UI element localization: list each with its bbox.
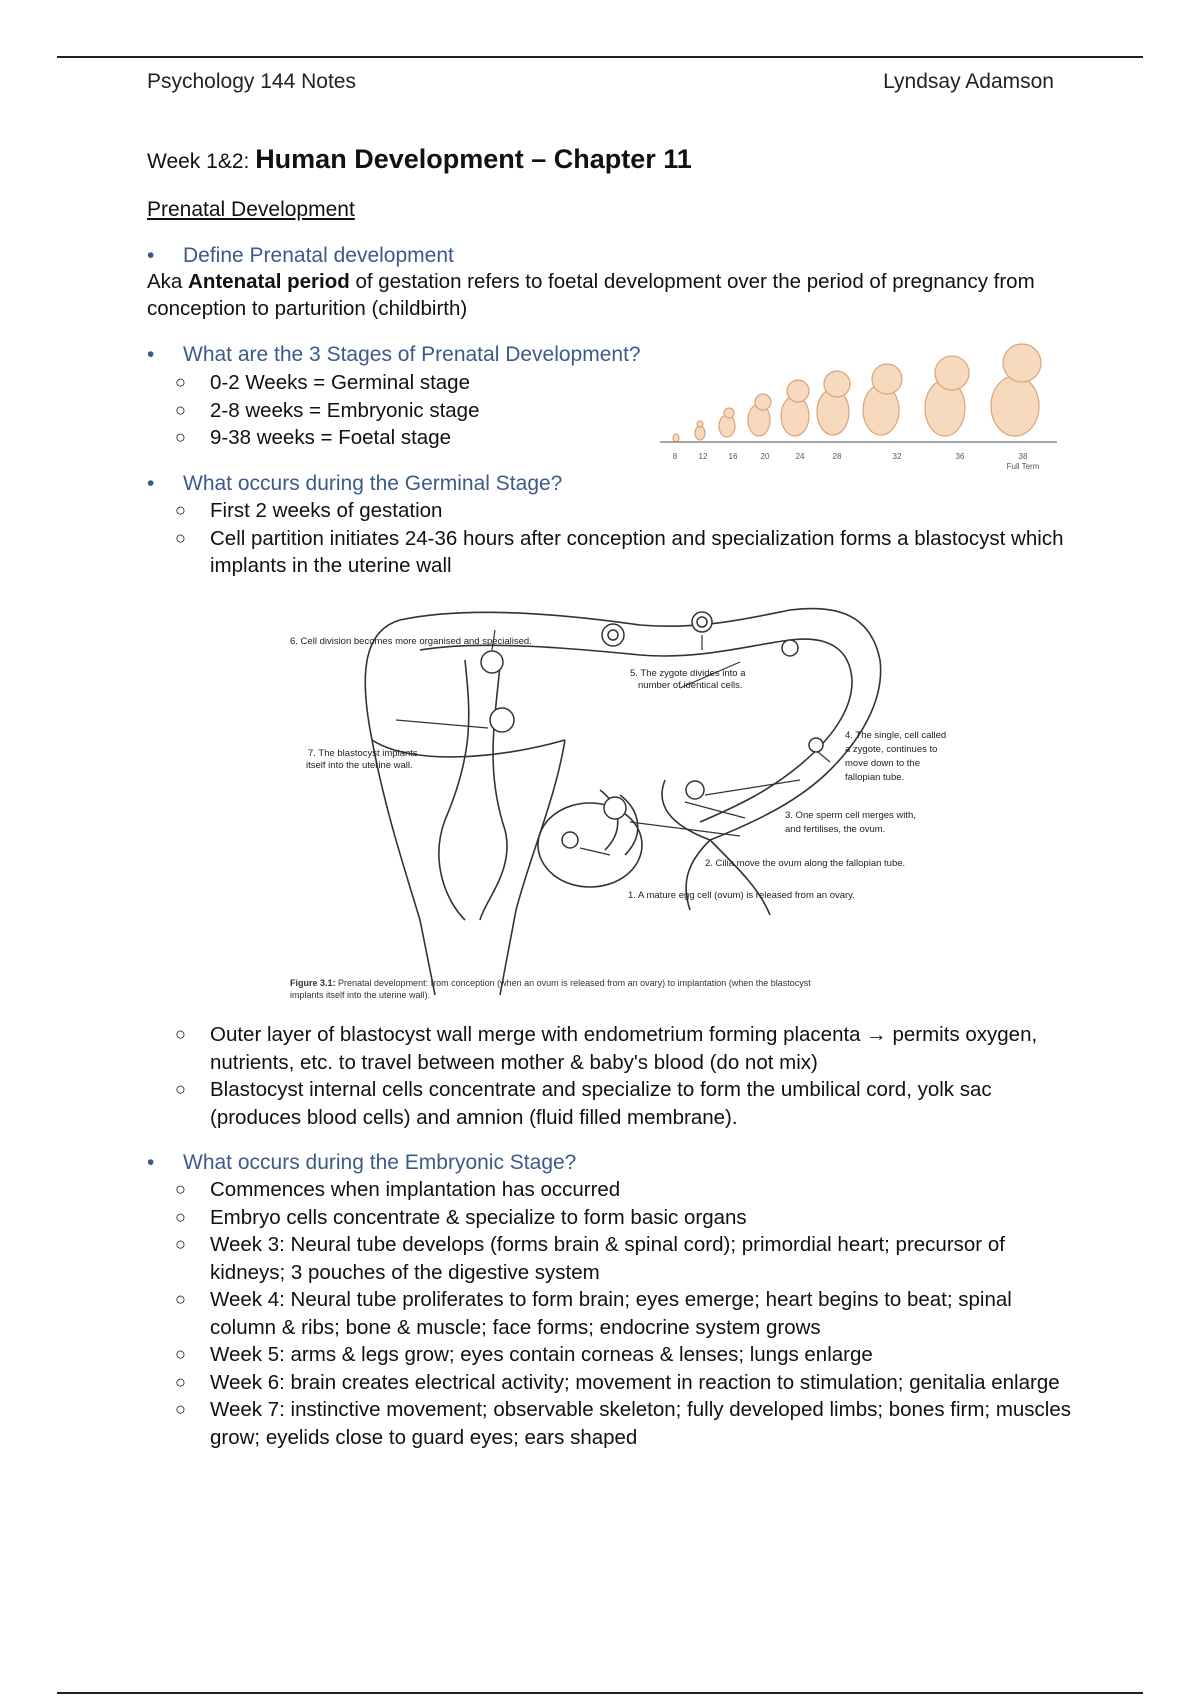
bullet-icon: • (147, 343, 155, 366)
question-text: Define Prenatal development (183, 244, 454, 267)
label-step-6: 6. Cell division becomes more organised and specialised. (290, 636, 532, 647)
header-course: Psychology 144 Notes (147, 70, 356, 93)
list-item: ○ Week 4: Neural tube proliferates to form brain; eyes emerge; heart begins to beat; spinal column & ribs; bone & muscle; face forms; endocrine system grows (175, 1288, 1012, 1339)
label-step-5: number of identical cells. (638, 680, 743, 691)
top-rule (57, 56, 1143, 58)
question-embryonic (147, 1149, 576, 1176)
label-step-2: 2. Cilia move the ovum along the fallopian tube. (705, 858, 906, 869)
bullet-icon: • (147, 1151, 155, 1174)
list-item: ○ Blastocyst internal cells concentrate and specialize to form the umbilical cord, yolk sac (produces blood cells) and amnion (fluid filled membrane). (175, 1078, 992, 1129)
label-step-7: 7. The blastocyst implants (308, 748, 418, 759)
bottom-rule (57, 1692, 1143, 1694)
figure-caption: Figure 3.1: Prenatal development: from conception (when an ovum is released from an ovary) to implantation (when the blastocyst (290, 978, 811, 988)
list-item: ○ Week 3: Neural tube develops (forms brain & spinal cord); primordial heart; precursor of kidneys; 3 pouches of the digestive system (175, 1233, 1005, 1284)
conception-figure (270, 590, 990, 1010)
blastocyst (481, 651, 503, 673)
cell-stage (562, 832, 578, 848)
list-item: ○ Week 5: arms & legs grow; eyes contain corneas & lenses; lungs enlarge (175, 1343, 873, 1366)
list-item: ○ 0-2 Weeks = Germinal stage (175, 371, 470, 394)
label-step-5: 5. The zygote divides into a (630, 668, 746, 679)
axis-tick: 20 (760, 452, 770, 461)
title-prefix: Week 1&2: (147, 150, 250, 173)
list-item: ○ Outer layer of blastocyst wall merge with endometrium forming placenta → permits oxygen, nutrients, etc. to travel between mother & baby's blood (do not mix) (175, 1023, 1038, 1074)
section-heading: Prenatal Development (147, 198, 355, 221)
label-step-3: and fertilises, the ovum. (785, 824, 886, 835)
axis-tick: 16 (728, 452, 738, 461)
fetus-figure (719, 415, 735, 437)
axis-end-label: Full Term (1006, 462, 1040, 471)
label-step-1: 1. A mature egg cell (ovum) is released from an ovary. (628, 890, 855, 901)
bullet-icon: • (147, 472, 155, 495)
germinal-list (147, 497, 1077, 580)
axis-tick: 12 (698, 452, 708, 461)
list-item: ○ Commences when implantation has occurred (175, 1178, 621, 1201)
axis-tick: 24 (795, 452, 805, 461)
cell-stage (604, 797, 626, 819)
list-item: ○ First 2 weeks of gestation (175, 499, 443, 522)
cell-stage (782, 640, 798, 656)
embryonic-list (147, 1176, 1077, 1451)
list-item: ○ 9-38 weeks = Foetal stage (175, 426, 452, 449)
question-text: What are the 3 Stages of Prenatal Development? (183, 343, 641, 366)
cell-stage (809, 738, 823, 752)
question-germinal (147, 470, 562, 497)
axis-tick: 8 (672, 452, 678, 461)
header-author: Lyndsay Adamson (883, 70, 1054, 93)
uterus-outline (365, 620, 565, 995)
question-text: What occurs during the Germinal Stage? (183, 472, 563, 495)
label-step-4: a zygote, continues to (845, 744, 938, 755)
label-step-7: itself into the uterine wall. (306, 760, 413, 771)
fetus-figure (695, 426, 705, 440)
fetus-figure (991, 376, 1039, 436)
title-main: Human Development – Chapter 11 (255, 144, 692, 174)
answer-post: of gestation refers to foetal development over the period of pregnancy from conception to parturition (childbirth) (147, 270, 1035, 320)
list-item: ○ Embryo cells concentrate & specialize to form basic organs (175, 1205, 747, 1229)
blastocyst (490, 708, 514, 732)
answer-define (147, 268, 1077, 322)
page-title (147, 146, 692, 175)
question-stages (147, 341, 641, 368)
germinal-list-continued (147, 1021, 1077, 1131)
list-item: ○ 2-8 weeks = Embryonic stage (175, 398, 480, 422)
list-item: ○ Week 7: instinctive movement; observable skeleton; fully developed limbs; bones firm; muscles grow; eyelids close to guard eyes; ears shaped (175, 1398, 1072, 1449)
answer-pre: Aka (147, 270, 189, 293)
answer-bold: Antenatal period (188, 270, 350, 293)
axis-tick: 38 (1018, 452, 1028, 461)
list-item: ○ Cell partition initiates 24-36 hours after conception and specialization forms a blastocyst which implants in the uterine wall (175, 526, 1064, 577)
fetal-growth-illustration (655, 338, 1075, 478)
figure-caption: implants itself into the uterine wall). (290, 990, 431, 1000)
label-step-3: 3. One sperm cell merges with, (785, 810, 916, 821)
label-step-4: fallopian tube. (845, 772, 905, 783)
list-item: ○ Week 6: brain creates electrical activity; movement in reaction to stimulation; genitalia enlarge (175, 1370, 1060, 1394)
axis-tick: 28 (832, 452, 842, 461)
axis-tick: 36 (955, 452, 965, 461)
axis-tick: 32 (892, 452, 902, 461)
question-define (147, 242, 454, 269)
label-step-4: move down to the (845, 758, 920, 769)
fetus-figure (673, 434, 679, 442)
cell-stage (686, 781, 704, 799)
question-text: What occurs during the Embryonic Stage? (183, 1151, 577, 1174)
bullet-icon: • (147, 244, 155, 267)
label-step-4: 4. The single, cell called (845, 730, 947, 741)
ovary (538, 803, 642, 887)
